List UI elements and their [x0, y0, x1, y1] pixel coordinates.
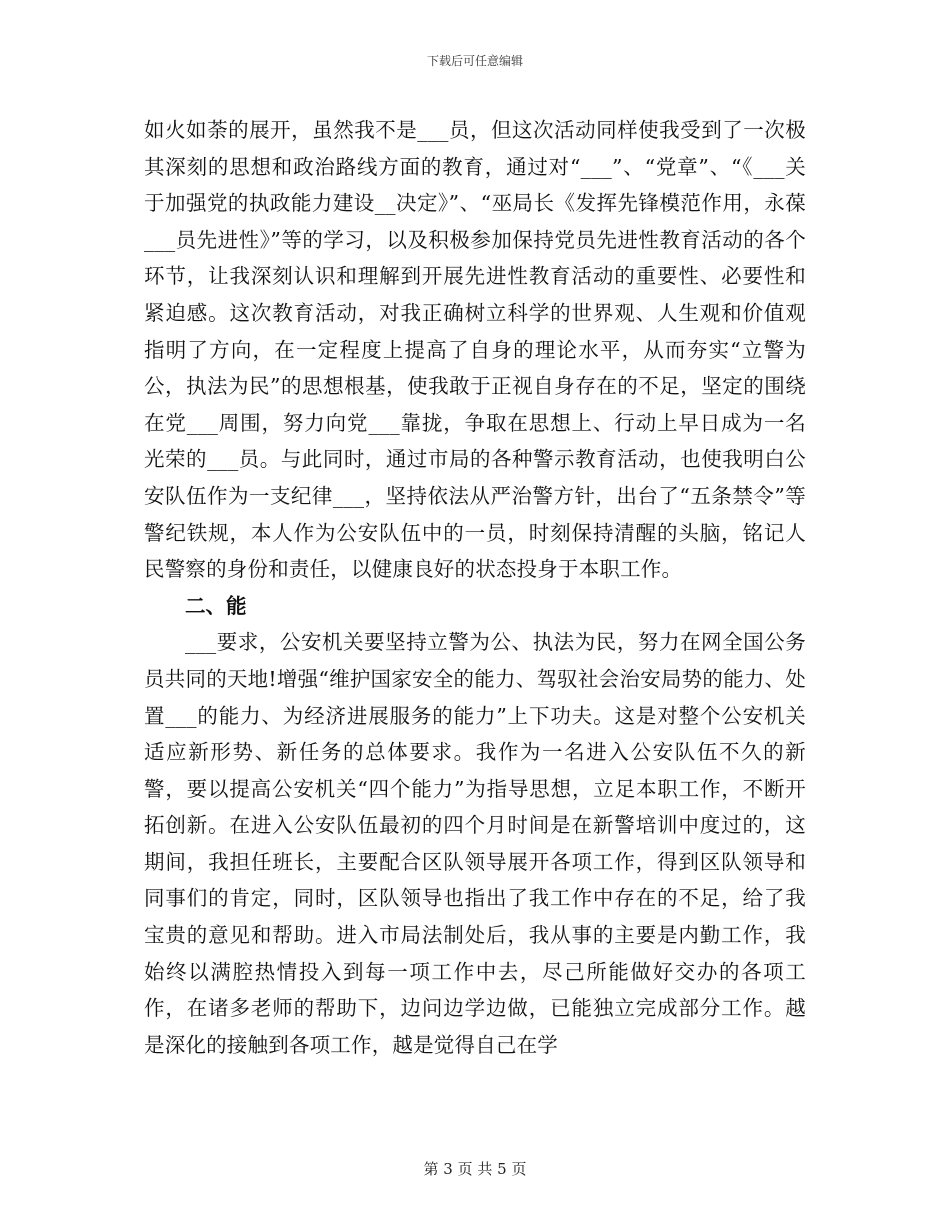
section-heading: 二、能 — [185, 593, 247, 618]
paragraph-abilities: ___要求，公安机关要坚持立警为公、执法为民，努力在网全国公务员共同的天地!增强“维护国家安全的能力、驾驭社会治安局势的能力、处置___的能力、为经济进展服务的能力”上下功夫。这是对整个公安机关适应新形势、新任务的总体要求。我作为一名进入公安队伍不久的新警，要以提高公安机关“四个能力”为指导思想，立足本职工作，不断开拓创新。在进入公安队伍最初的四个月时间是在新警培训中度过的，这期间，我担任班长，主要配合区队领导展开各项工作，得到区队领导和同事们的肯定，同时，区队领导也指出了我工作中存在的不足，给了我宝贵的意见和帮助。进入市局法制处后，我从事的主要是内勤工作，我始终以满腔热情投入到每一项工作中去，尽己所能做好交办的各项工作，在诸多老师的帮助下，边问边学边做，已能独立完成部分工作。越是深化的接触到各项工作，越是觉得自己在学 — [144, 630, 806, 1057]
page-header: 下载后可任意编辑 — [426, 54, 523, 68]
document-body — [144, 112, 806, 1063]
paragraph-continued: 如火如荼的展开，虽然我不是___员，但这次活动同样使我受到了一次极其深刻的思想和政治路线方面的教育，通过对“___”、“党章”、“《___关于加强党的执政能力建设__决定》”、“巫局长《发挥先锋模范作用，永葆___员先进性》”等的学习，以及积极参加保持党员先进性教育活动的各个环节，让我深刻认识和理解到开展先进性教育活动的重要性、必要性和紧迫感。这次教育活动，对我正确树立科学的世界观、人生观和价值观指明了方向，在一定程度上提高了自身的理论水平，从而夯实“立警为公，执法为民”的思想根基，使我敢于正视自身存在的不足，坚定的围绕在党___周围，努力向党___靠拢，争取在思想上、行动上早日成为一名光荣的___员。与此同时，通过市局的各种警示教育活动，也使我明白公安队伍作为一支纪律___，坚持依法从严治警方针，出台了“五条禁令”等警纪铁规，本人作为公安队伍中的一员，时刻保持清醒的头脑，铭记人民警察的身份和责任，以健康良好的状态投身于本职工作。 — [144, 118, 806, 582]
page-number: 第 3 页 共 5 页 — [423, 1160, 527, 1178]
